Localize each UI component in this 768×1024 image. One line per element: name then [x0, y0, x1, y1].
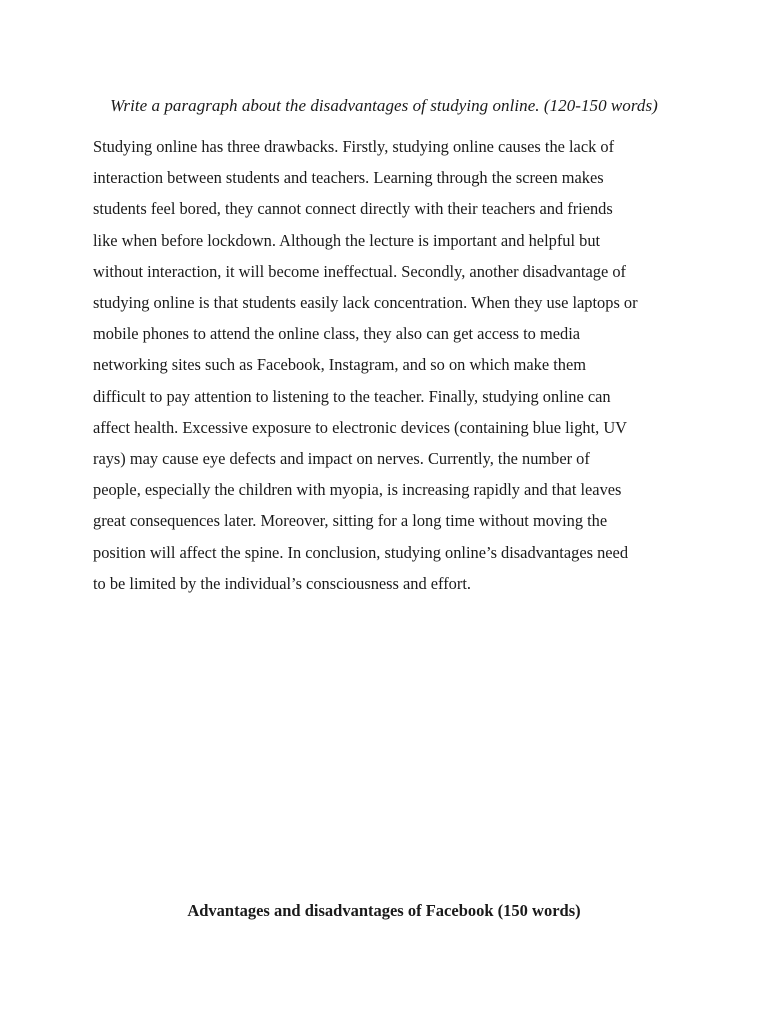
paragraph-line: affect health. Excessive exposure to electronic devices (containing blue light, UV [93, 417, 628, 437]
paragraph-line: Studying online has three drawbacks. Firstly, studying online causes the lack of [93, 137, 615, 156]
paragraph-line: interaction between students and teachers. Learning through the screen makes [93, 168, 604, 188]
paragraph-line: people, especially the children with myopia, is increasing rapidly and that leaves [93, 480, 622, 500]
paragraph-line: without interaction, it will become ineffectual. Secondly, another disadvantage of [93, 261, 626, 281]
section-heading: Advantages and disadvantages of Facebook (150 words) [187, 901, 581, 920]
paragraph-line: to be limited by the individual’s consciousness and effort. [93, 573, 471, 593]
assignment-prompt: Write a paragraph about the disadvantages of studying online. (120-150 words) [110, 96, 658, 115]
paragraph-line: networking sites such as Facebook, Instagram, and so on which make them [93, 355, 586, 375]
paragraph-line: position will affect the spine. In conclusion, studying online’s disadvantages need [93, 542, 629, 562]
paragraph-line: rays) may cause eye defects and impact on nerves. Currently, the number of [93, 449, 590, 469]
paragraph-line: like when before lockdown. Although the lecture is important and helpful but [93, 230, 601, 250]
paragraph-line: mobile phones to attend the online class, they also can get access to media [93, 324, 581, 344]
essay-paragraph [93, 131, 693, 599]
paragraph-line: difficult to pay attention to listening to the teacher. Finally, studying online can [93, 386, 611, 406]
paragraph-line: students feel bored, they cannot connect directly with their teachers and friends [93, 199, 613, 219]
paragraph-line: great consequences later. Moreover, sitting for a long time without moving the [93, 511, 608, 531]
paragraph-line: studying online is that students easily lack concentration. When they use laptops or [93, 293, 638, 313]
